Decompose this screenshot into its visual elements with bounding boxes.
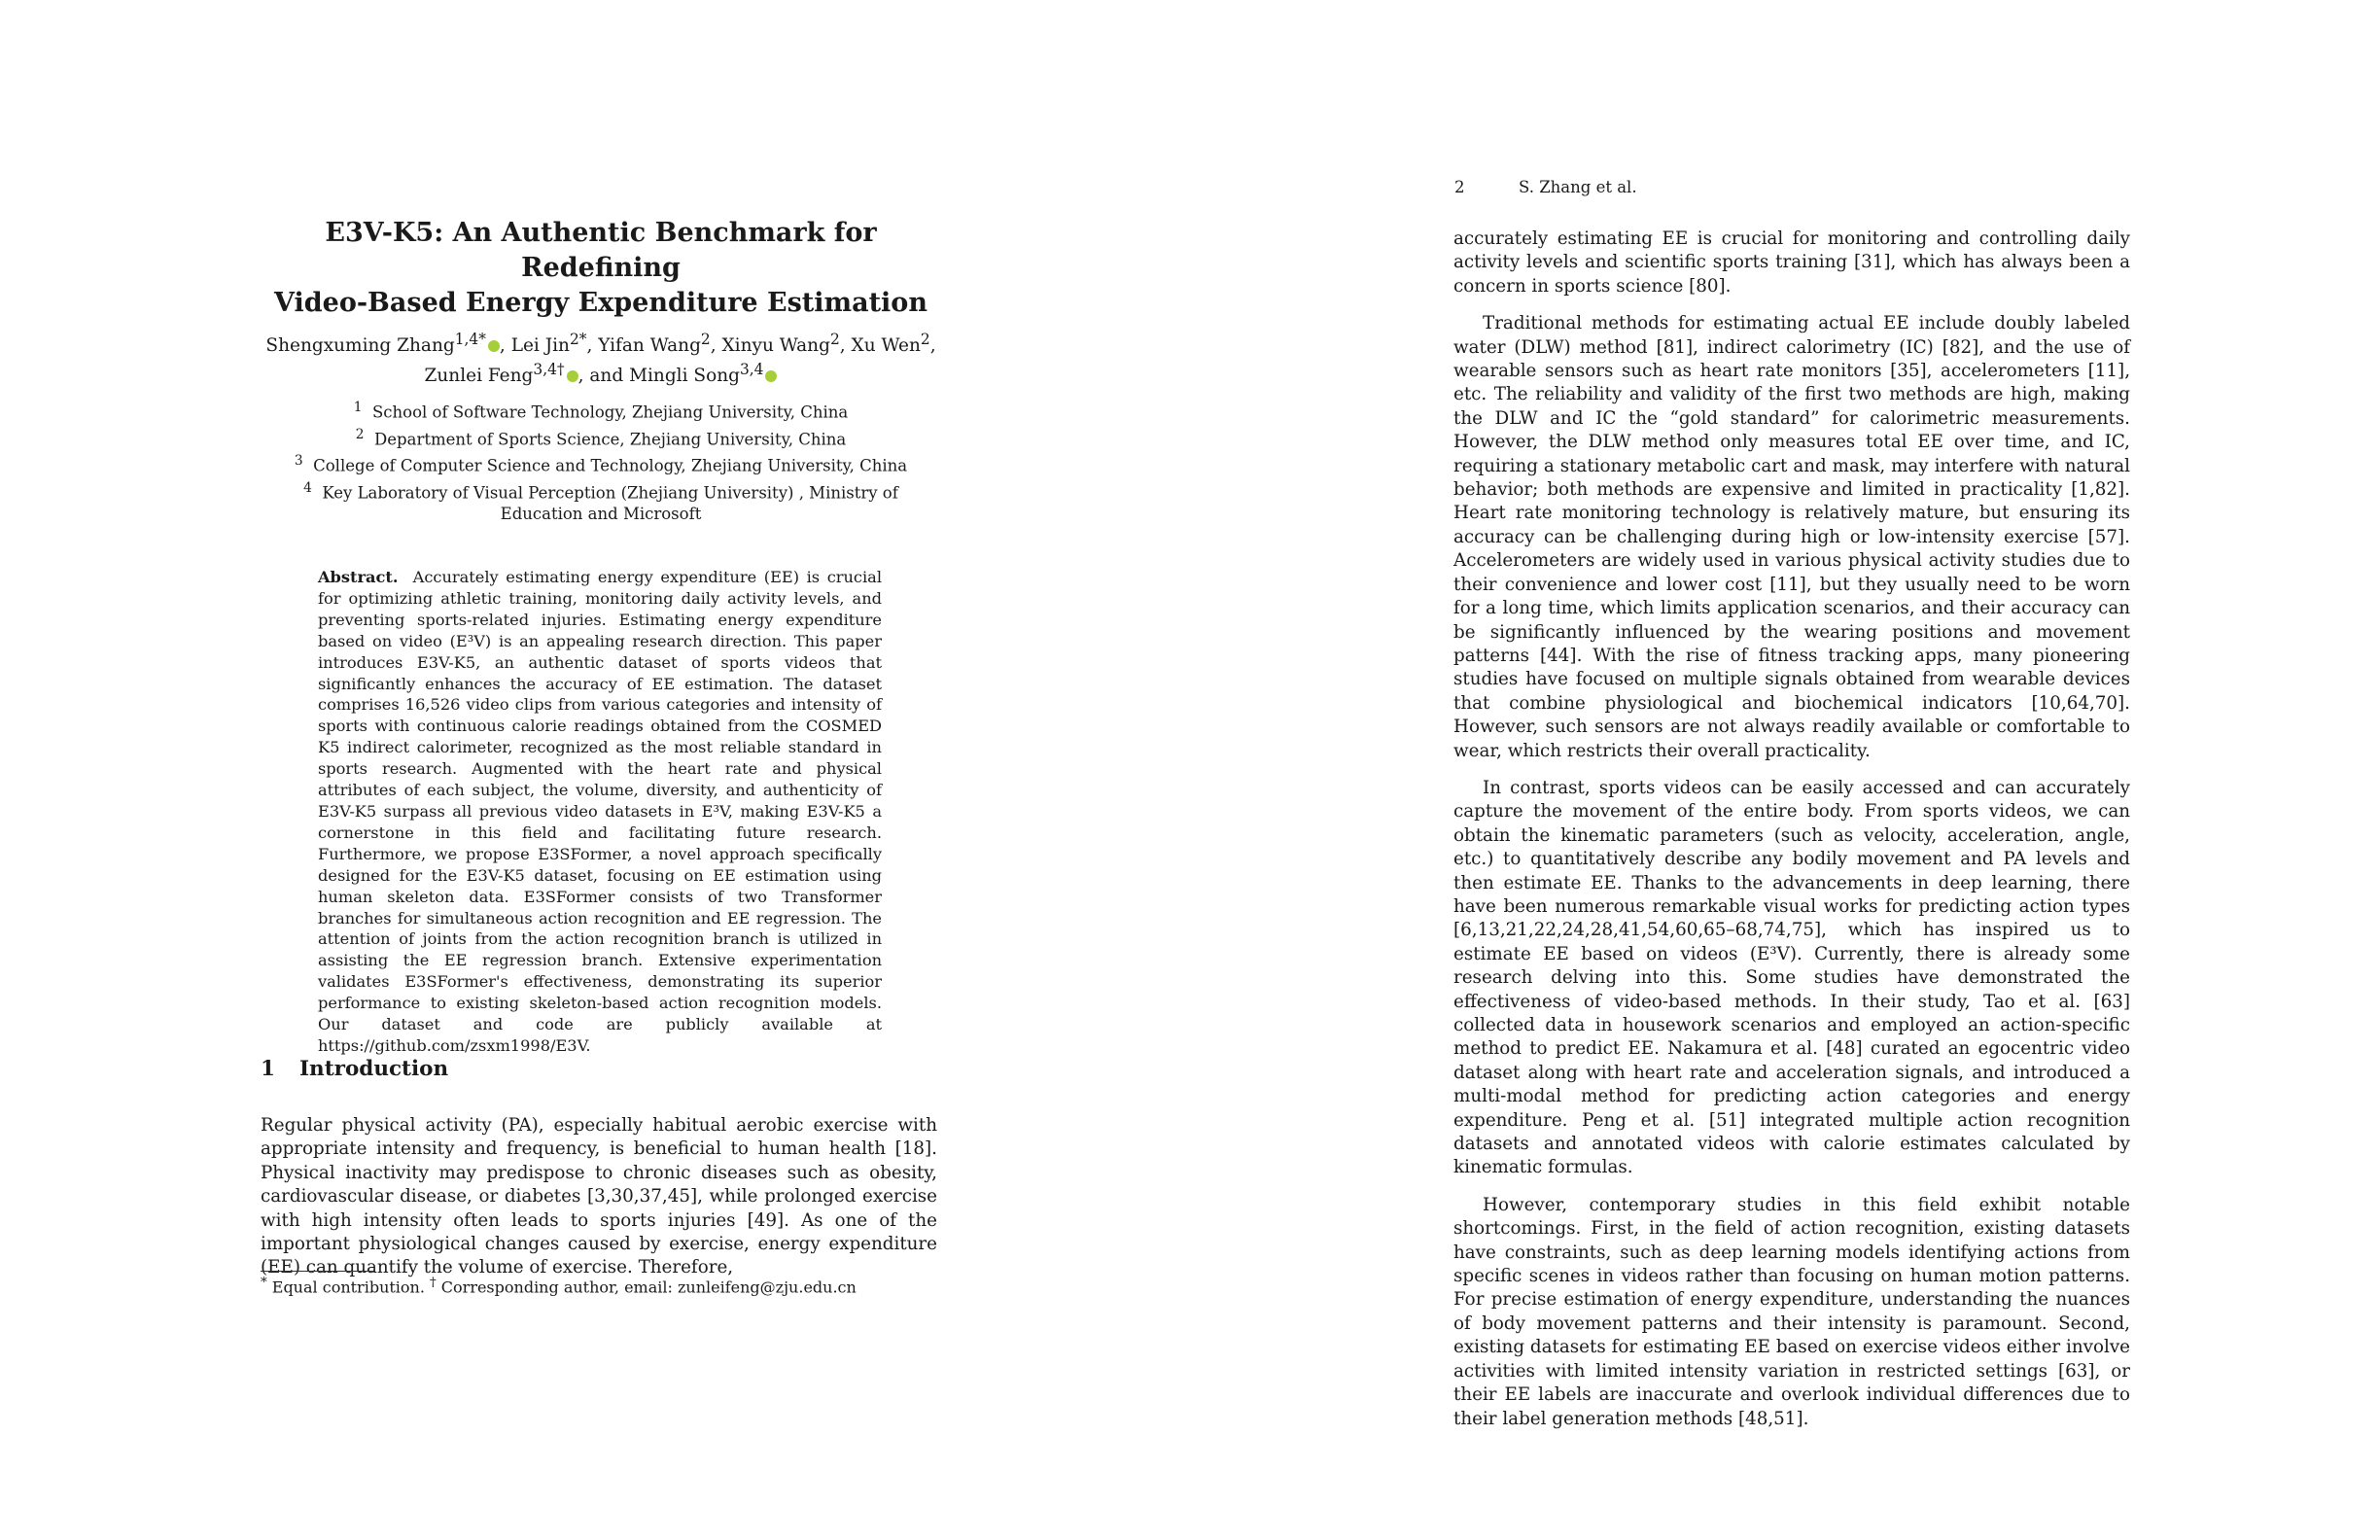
intro-paragraph: Regular physical activity (PA), especially habitual aerobic exercise with appropriate intensity and frequency, is beneficial to human health [18]. Physical inactivity may predispose to chronic diseases such as obesity, cardiovascular disease, or diabetes [3,30,37,45], while prolonged exercise with high intensity often leads to sports injuries [49]. As one of the important physiological changes caused by exercise, energy expenditure (EE) can quantify the volume of exercise. Therefore, <box>261 1115 937 1278</box>
orcid-icon[interactable] <box>488 340 500 352</box>
affiliation: $^1$ School of Software Technology, Zhejiang University, China <box>353 400 849 422</box>
section-heading <box>261 1057 448 1081</box>
paragraph: Traditional methods for estimating actual EE include doubly labeled water (DLW) method [81], indirect calorimetry (IC) [82], and the use of wearable sensors such as heart rate monitors [35], accelerometers [11], etc. The reliability and validity of the first two methods are high, making the DLW and IC the “gold standard” for calorimetric measurements. However, the DLW method only measures total EE over time, and IC, requiring a stationary metabolic cart and mask, may interfere with natural behavior; both methods are expensive and limited in practicality [1,82]. Heart rate monitoring technology is relatively mature, but ensuring its accuracy can be challenging during high or low-intensity exercise [57]. Accelerometers are widely used in various physical activity studies due to their convenience and lower cost [11], but they usually need to be worn for a long time, which limits application scenarios, and their accuracy can be significantly influenced by the wearing positions and movement patterns [44]. With the rise of fitness tracking apps, many pioneering studies have focused on multiple signals obtained from wearable devices that combine physiological and biochemical indicators [10,64,70]. However, such sensors are not always readily available or comfortable to wear, which restricts their overall practicality. <box>1453 313 2130 761</box>
abstract <box>318 567 882 1057</box>
footnote: * Equal contribution. † Corresponding author, email: zunleifeng@zju.edu.cn <box>261 1276 857 1297</box>
body-text <box>1453 228 2130 1445</box>
title-line-1: E3V-K5: An Authentic Benchmark for Redefining <box>325 218 877 283</box>
right-page <box>1190 0 2380 1540</box>
orcid-icon[interactable] <box>567 370 578 382</box>
orcid-icon[interactable] <box>765 370 777 382</box>
paper-title <box>261 216 941 321</box>
author-list <box>261 328 941 388</box>
affiliation: $^2$ Department of Sports Science, Zhejiang University, China <box>355 426 847 448</box>
running-author: S. Zhang et al. <box>1519 178 1637 196</box>
paragraph: However, contemporary studies in this field exhibit notable shortcomings. First, in the field of action recognition, existing datasets have constraints, such as deep learning models identifying actions from specific scenes in videos rather than focusing on human motion patterns. For precise estimation of energy expenditure, understanding the nuances of body movement patterns and their intensity is paramount. Second, existing datasets for estimating EE based on exercise videos either involve activities with limited intensity variation in restricted settings [63], or their EE labels are inaccurate and overlook individual differences due to their label generation methods [48,51]. <box>1453 1194 2130 1429</box>
abstract-text: Accurately estimating energy expenditure (EE) is crucial for optimizing athletic training, monitoring daily activity levels, and preventing sports-related injuries. Estimating energy expenditure based on video (E³V) is an appealing research direction. This paper introduces E3V-K5, an authentic dataset of sports videos that significantly enhances the accuracy of EE estimation. The dataset comprises 16,526 video clips from various categories and intensity of sports with continuous calorie readings obtained from the COSMED K5 indirect calorimeter, recognized as the most reliable standard in sports research. Augmented with the heart rate and physical attributes of each subject, the volume, diversity, and authenticity of E3V-K5 surpass all previous video datasets in E³V, making E3V-K5 a cornerstone in this field and facilitating future research. Furthermore, we propose E3SFormer, a novel approach specifically designed for the E3V-K5 dataset, focusing on EE estimation using human skeleton data. E3SFormer consists of two Transformer branches for simultaneous action recognition and EE regression. The attention of joints from the action recognition branch is utilized in assisting the EE regression branch. Extensive experimentation validates E3SFormer's effectiveness, demonstrating its superior performance to existing skeleton-based action recognition models. Our dataset and code are publicly available at https://github.com/zsxm1998/E3V. <box>318 568 883 1055</box>
author: Yifan Wang$^2$, <box>598 331 722 357</box>
affiliations <box>261 397 941 525</box>
author: Mingli Song$^{3,4}$ <box>629 366 777 386</box>
affiliation: $^3$ College of Computer Science and Technology, Zhejiang University, China <box>294 453 908 475</box>
abstract-label: Abstract. <box>318 568 399 586</box>
author: Lei Jin$^{2*}$, <box>510 331 599 357</box>
author: Xinyu Wang$^2$, <box>721 331 852 357</box>
running-head <box>1454 178 1637 196</box>
author: Shengxuming Zhang$^{1,4*}$ , <box>265 331 511 357</box>
paragraph: In contrast, sports videos can be easily accessed and can accurately capture the movement of the entire body. From sports videos, we can obtain the kinematic parameters (such as velocity, acceleration, angle, etc.) to quantitatively describe any bodily movement and PA levels and then estimate EE. Thanks to the advancements in deep learning, there have been numerous remarkable visual works for predicting action types [6,13,21,22,24,28,41,54,60,65–68,74,75], which has inspired us to estimate EE based on videos (E³V). Currently, there is already some research delving into this. Some studies have demonstrated the effectiveness of video-based methods. In their study, Tao et al. [63] collected data in housework scenarios and employed an action-specific method to predict EE. Nakamura et al. [48] curated an egocentric video dataset along with heart rate and acceleration signals, and introduced a multi-modal method for predicting action categories and energy expenditure. Peng et al. [51] integrated multiple action recognition datasets and annotated videos with calorie estimates calculated by kinematic formulas. <box>1453 777 2130 1178</box>
paragraph: accurately estimating EE is crucial for monitoring and controlling daily activity levels and scientific sports training [31], which has always been a concern in sports science [80]. <box>1453 228 2130 297</box>
footnote-rule <box>261 1271 373 1272</box>
section-number: 1 <box>261 1057 275 1081</box>
author: Zunlei Feng$^{3,4\dagger}$ , and <box>424 361 630 387</box>
author: Xu Wen$^2$, <box>851 331 936 357</box>
affiliation: $^4$ Key Laboratory of Visual Perception (Zhejiang University) , Ministry of Education and Microsoft <box>303 479 898 523</box>
page-number: 2 <box>1454 178 1465 196</box>
section-title: Introduction <box>299 1057 449 1081</box>
title-line-2: Video-Based Energy Expenditure Estimation <box>274 288 928 318</box>
